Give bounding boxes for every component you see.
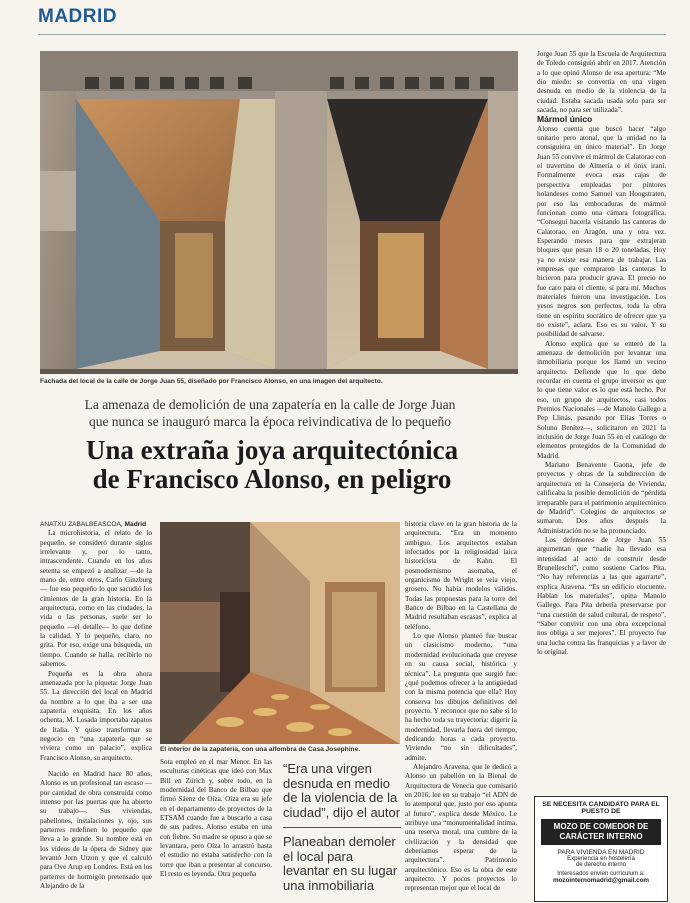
ad-line-5: Interesados envíen currículum a: xyxy=(557,871,645,877)
headline-line-2: de Francisco Alonso, en peligro xyxy=(92,464,452,494)
pull-quote: “Era una virgen desnuda en medio de la violencia de la ciudad”, dijo el autor xyxy=(283,761,401,820)
ad-line-3: Experiencia en hostelería xyxy=(567,856,635,862)
kicker xyxy=(60,396,480,430)
byline xyxy=(40,520,152,529)
ad-email: mozointernomadrid@gmail.com xyxy=(552,877,650,884)
column-4-paragraph: Los defensores de Jorge Juan 55 argumentan que “nadie ha llevado esa intensidad al acto de construir desde Brunelleschi”, como sostiene Carlos Pita. “No hay referencias a las que agarrarte”, explica Aravena. “Es un edificio elocuente. Hablan los materiales”, opina Manolo Gallego. Para Pita debería preservarse por “una cuestión de salud cultural, de respeto”. “Saber convivir con una obra excepcional nos obliga a ser mejores”. El proyecto fue una lucha contra las franquicias y a favor de lo original. xyxy=(537,535,666,656)
column-3-paragraph: Lo que Alonso planteó fue buscar un clasicismo moderno, “una modernidad evolucionada que creyese en su causa social, histórica y técnica”. La pregunta que surgió fue: ¿qué podemos ofrecer a la antigüedad con la misma potencia que ella? Hoy conserva los dibujos definitivos del proyecto. Y reconoce que no sabe si lo ha hecho toda su trayectoria: digerir la modernidad, llevarla fuera del tiempo, dedicando horas a cada proyecto. Viviendo “no sin dificultades”, admite. xyxy=(405,632,517,762)
classified-ad xyxy=(534,796,668,902)
column-3-paragraph: historia clave en la gran historia de la arquitectura. “Era un momento ambiguo. Los arquitectos estaban infectados por la religiosidad laica historicista de Kahn. El posmodernismo asomaba, el organicismo de Wright se veía viejo, grosero. No había modelos válidos. Todas las propuestas para la torre del Banco de Bilbao en la Castellana de Madrid resultaban escasas”, explica al teléfono. xyxy=(405,520,517,631)
column-1-continued xyxy=(40,770,152,898)
column-2-paragraph: Sota empleó en el mar Menor. En las esculturas cinéticas que ideó con Max Bill en Zúrich y, sobre todo, en la modernidad del Banco de Bilbao que firmó Sáenz de Oíza. Oíza era su jefe en el departamento de proyectos de la ETSAM cuando fue a buscarlo a casa de sus padres. Alonso estaba en una con fiebre. Su madre se opuso a que se levantara, pero Oíza lo arrastró hasta el estudio no estaba satisfecho con la torre que iban a presentar al concurso. El resto es leyenda. Otra pequeña xyxy=(160,758,272,879)
column-4-subhead: Mármol único xyxy=(537,114,593,125)
column-2 xyxy=(160,758,272,898)
kicker-line-1: La amenaza de demolición de una zapatería en la calle de Jorge Juan xyxy=(84,397,456,412)
byline-author: ANATXU ZABALBEASCOA, xyxy=(40,521,123,528)
column-1-paragraph: La microhistoria, el relato de lo pequeño, se consideró durante siglos irrelevante y, por lo tanto, intrascendente. Cuando en los años setenta se empezó a analizar —de la mano de, entre otros, Carlo Ginzburg— fue eso pequeño lo que sacudió los cimientos de la gran historia. En la arquitectura, como en las ciudades, la vida o las personas, suele ser lo pequeño —el detalle— lo que define la calidad. Y lo pequeño, claro, no grita. Por eso, exige una búsqueda, un tiempo. Cuando se halla, recibirlo no sabemos. xyxy=(40,529,152,669)
facade-illustration xyxy=(40,51,518,374)
headline xyxy=(52,436,492,494)
headline-line-1: Una extraña joya arquitectónica xyxy=(85,435,459,465)
quote-divider xyxy=(283,827,401,828)
column-4 xyxy=(537,50,666,792)
column-4-paragraph: Alonso explica que se enteró de la amenaza de demolición por levantar una inmobiliaria porque los llamó un vecino arquitecto. Defiende que lo que debe recordar en cuenta el grupo inversor es que lo que tiene valor es lo que está hecho. Por eso, un grupo de arquitectos, casi todos Premios Nacionales —de Manolo Gallego a Pep Llinás, pasando por Elías Torres o Soluno Benítez—, solicitaron en 2021 la inclusión de Jorge Juan 55 en el catálogo de elementos protegidos de la Comunidad de Madrid. xyxy=(537,339,666,460)
ad-line-1: SE NECESITA CANDIDATO PARA EL PUESTO DE xyxy=(542,801,660,815)
kicker-line-2: que nunca se inauguró marca la época reivindicativa de lo pequeño xyxy=(88,414,452,429)
column-1 xyxy=(40,520,152,768)
byline-city: Madrid xyxy=(124,521,147,528)
column-1-paragraph: Pequeña es la obra ahora amenazada por la piqueta: Jorge Juan 55. La dirección del local en Madrid da nombre a lo que iba a ser una zapatería exquisita. En los años ochenta, M. Losada importaba zapatos de Italia. Y quiso transformar su negocio en “una zapatería que se viviera como un palacio”, explica Francisco Alonso, su arquitecto. xyxy=(40,669,152,762)
secondary-quote: Planeaban demoler el local para levantar en su lugar una inmobiliaria xyxy=(283,834,398,893)
ad-line-4: de derecho interno xyxy=(575,862,627,868)
section-title: MADRID xyxy=(38,6,117,27)
pull-quote-block xyxy=(283,762,401,893)
column-1-paragraph: Nacido en Madrid hace 80 años, Alonso es un profesional tan escaso —por cantidad de obra construida como intenso por las puertas que ha abierto su trabajo—. Sus viviendas, pabellones, instalaciones y, ojo, sus parterres redefinen lo pequeño que lleva a lo grande. Su nombre está en los vídeos de la ópera de Sidney que levantó Jorn Utzon y que el calculó para Ove Arup en Londres. Está en los parterres de hormigón pretensado que Alejandro de la xyxy=(40,770,152,891)
column-3-paragraph: Alejandro Aravena, que le dedicó a Alonso un pabellón en la Bienal de Arquitectura de Venecia que comisarió en 2016, lee en su trabajo “el ADN de lo atemporal que, justo por eso apunta al futuro”, explica desde México. Le atribuye una “monumentalidad íntima, una reserva moral, una cumbre de la civilización y la densidad que deberíamos esperar de la arquitectura”. Patrimonio arquitectónico. Eso es la obra de este arquitecto. Y pocos proyectos lo representan mejor que el local de xyxy=(405,762,517,893)
ad-title: MOZO DE COMEDOR DE CARÁCTER INTERNO xyxy=(541,819,661,845)
ad-line-2: PARA VIVIENDA EN MADRID xyxy=(557,849,645,856)
column-4-paragraph: Jorge Juan 55 que la Escuela de Arquitectura de Toledo consiguió abrir en 2017. Atención a lo que opinó Alonso de esa apertura: “Me dio miedo: se convertía en una virgen desnuda en medio de la violencia de la ciudad. Estaba sacada usada solo para ser sacada, no para ser utilizada”. xyxy=(537,50,666,115)
facade-photo xyxy=(40,51,518,374)
column-4-paragraph: Mariano Benavente Gaona, jefe de proyectos y obras de la subdirección de arquitectura en la Consejería de Vivienda, calificaba la posible demolición de “pérdida irreparable para el patrimonio arquitectónico de Madrid”. Colegios de arquitectos se sumaron. Dos años después la Administración no se ha pronunciado. xyxy=(537,461,666,535)
column-4-paragraph: Alonso cuenta que buscó hacer “algo unitario pero atonal, que la unidad no la consiguiera un único material”. En Jorge Juan 55 convive el mármol de Calatorao con el travertino de Almería o el ónix iraní. Formalmente evoca esas cajas de perspectiva empleadas por pintores holandeses como Samuel van Hoogstraten, por eso las embocaduras de mármol funcionan como una cámara fotográfica. “Conseguí hacerla visitando las canteras de Calatorao, en Aragón, una y otra vez. Esperando meses para que extrajeran bloques que pesan 18 o 20 toneladas. Hoy ya no existe esa manera de trabajar. Las empresas que compraron las canteras lo hicieron para producir grava. El precio no fue caro para el cliente, sí para mí. Muchos materiales fueron una investigación. Los yesos negros son perfectos, toda la obra tiene un espíritu socrático de ofrecer que ya no existe”, aclara. Eso es su valor. Y su posibilidad de salvarse. xyxy=(537,124,666,339)
interior-photo xyxy=(160,522,400,744)
interior-illustration xyxy=(160,522,400,744)
facade-photo-caption: Fachada del local de la calle de Jorge Juan 55, diseñado por Francisco Alonso, en una imagen del arquitecto. xyxy=(40,378,383,385)
column-3 xyxy=(405,520,517,898)
interior-photo-caption: El interior de la zapatería, con una alfombra de Casa Josephine. xyxy=(160,746,361,753)
header-rule xyxy=(38,34,666,35)
